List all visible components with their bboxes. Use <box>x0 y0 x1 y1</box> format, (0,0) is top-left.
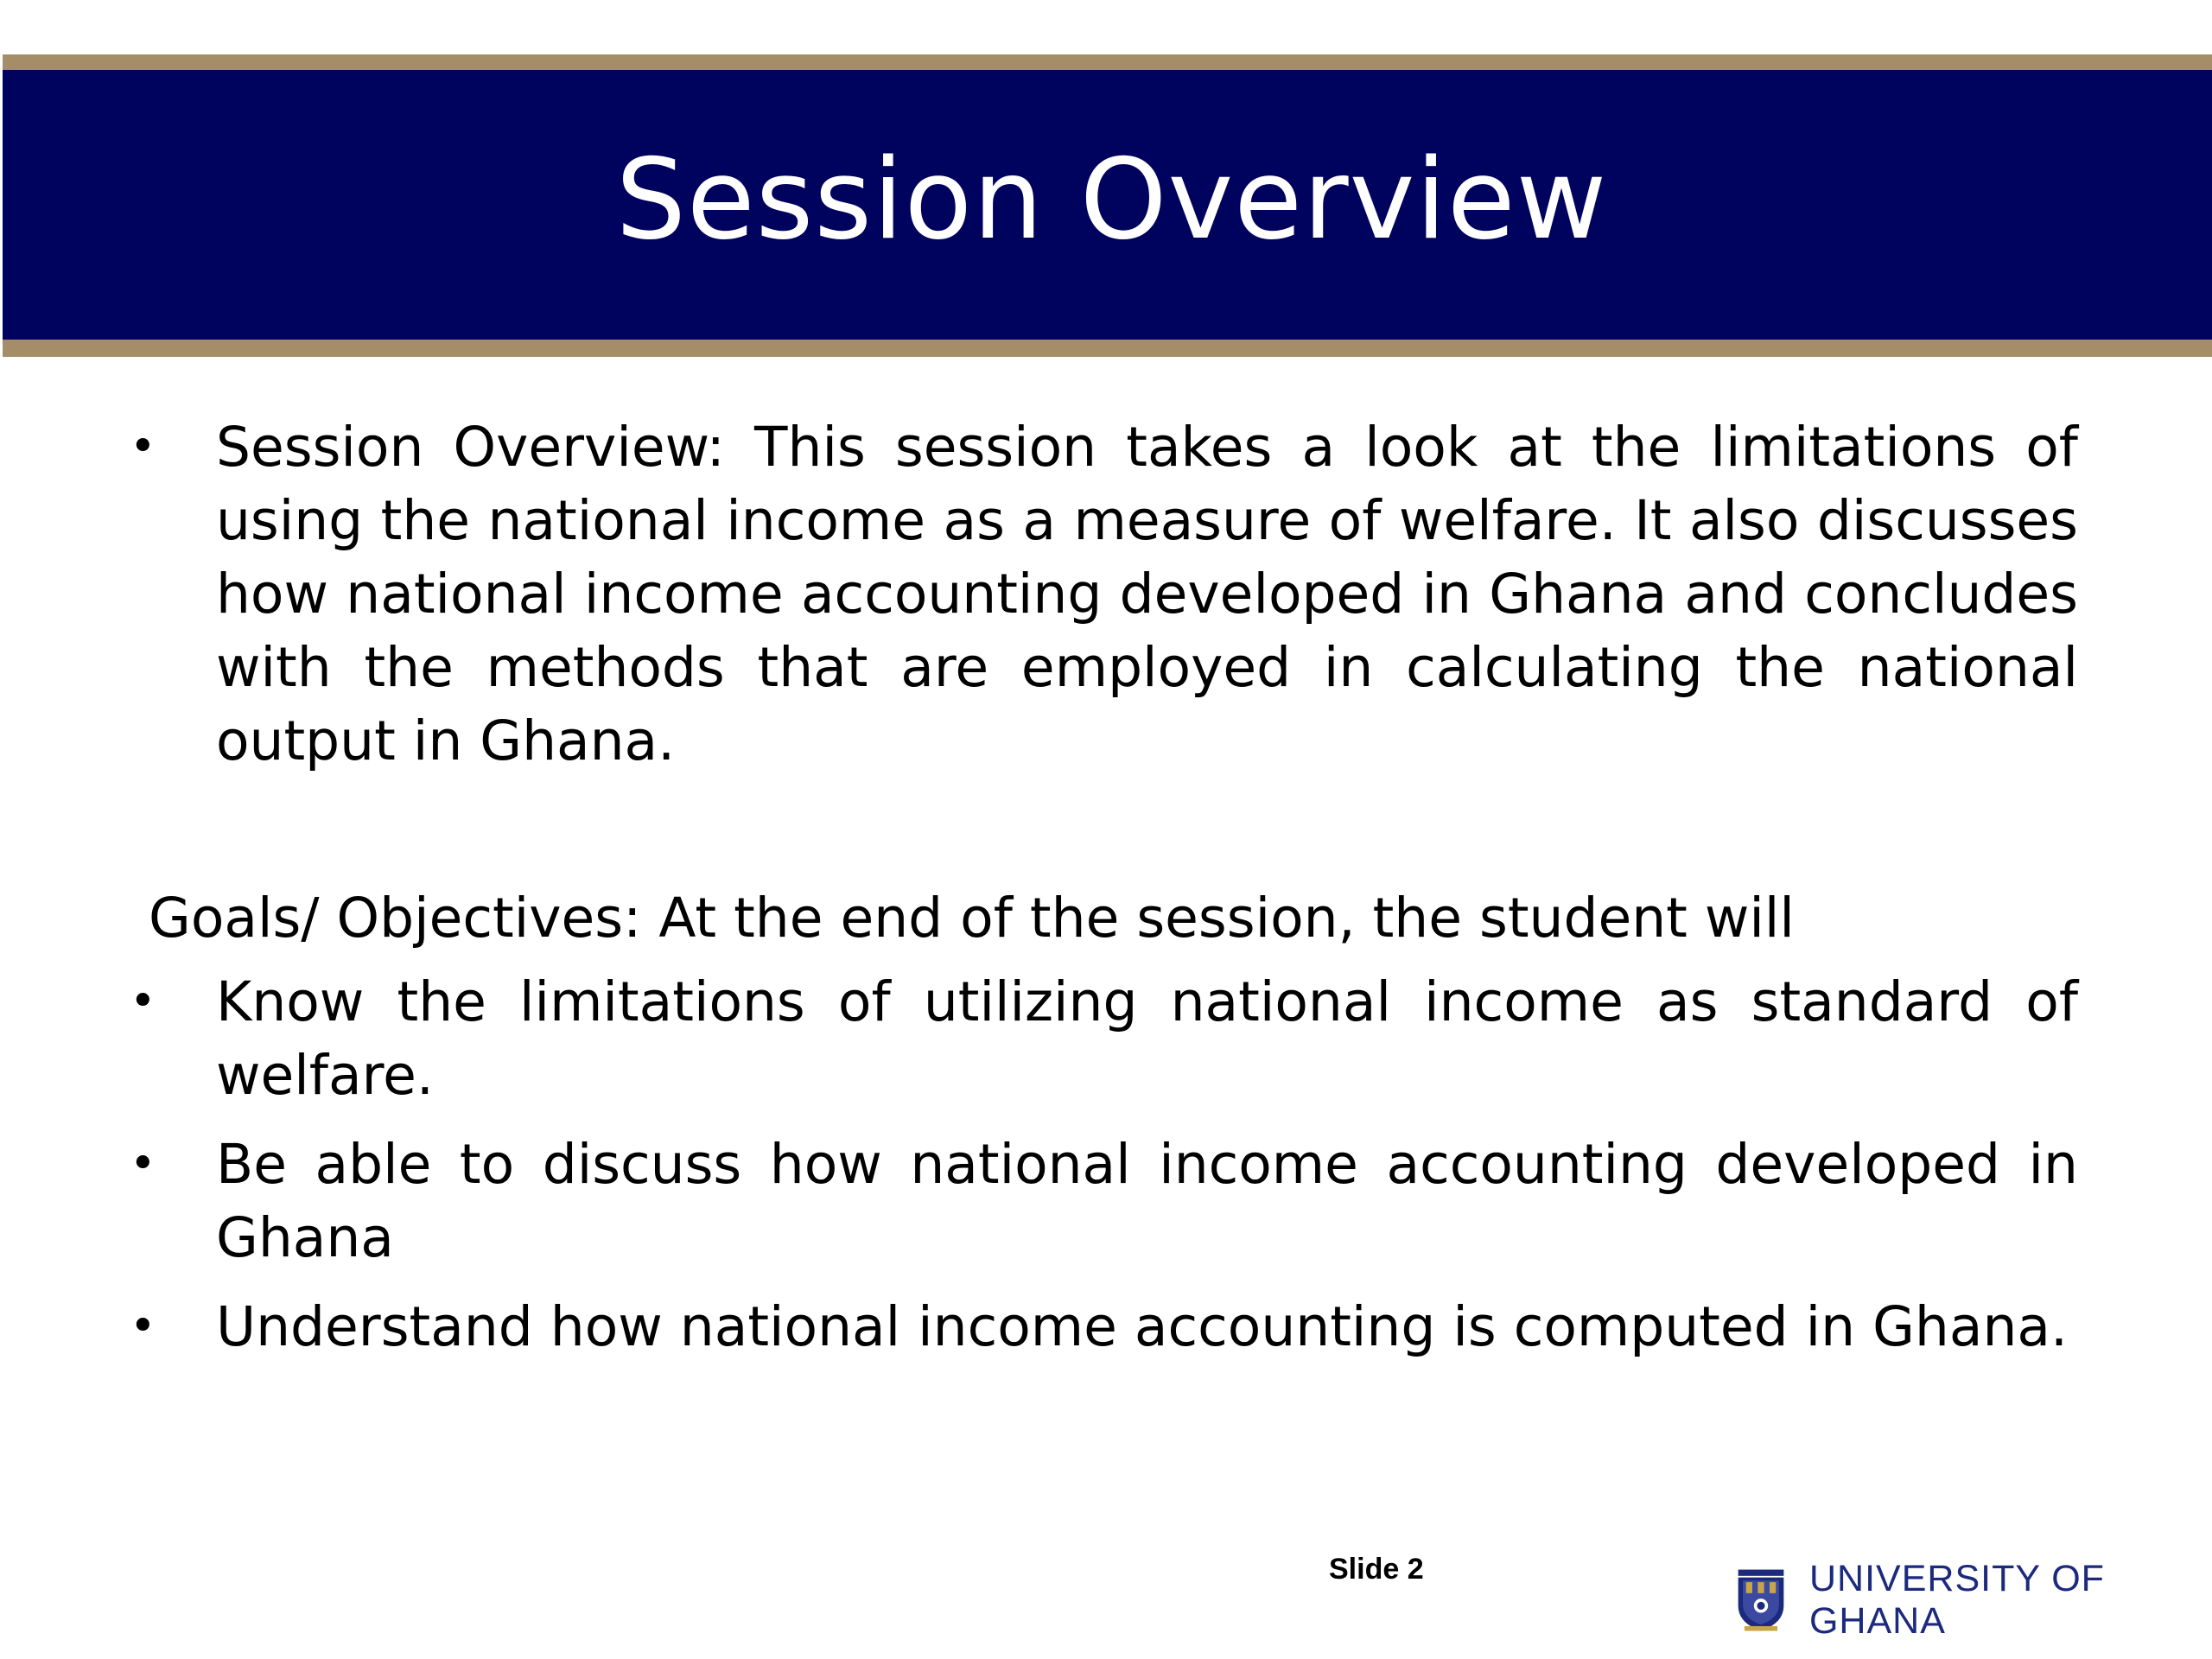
title-band <box>3 54 2212 357</box>
slide-title: Session Overview <box>615 136 1608 264</box>
objective-item <box>130 1290 2078 1363</box>
university-name: UNIVERSITY OF GHANA <box>1808 1558 2105 1642</box>
overview-text: Session Overview: This session takes a look at the limitations of using the national income as a measure of welfare. It also discusses how national income accounting developed in Ghana and concludes with the methods that are employed in calculating the national output in Ghana. <box>216 416 2078 772</box>
objective-item <box>130 1128 2078 1274</box>
title-bar <box>3 70 2212 340</box>
university-crest-icon <box>1735 1565 1787 1636</box>
objective-text: Know the limitations of utilizing national income as standard of welfare. <box>216 970 2078 1107</box>
bullet-dot: • <box>130 421 156 473</box>
university-logo <box>1735 1558 2212 1643</box>
objective-item <box>130 965 2078 1112</box>
slide-number: Slide 2 <box>1329 1553 1424 1586</box>
bullet-dot: • <box>130 1300 156 1352</box>
slide-content <box>130 410 2078 1379</box>
overview-bullet <box>130 410 2078 778</box>
bullet-dot: • <box>130 976 156 1027</box>
objective-text: Be able to discuss how national income accounting developed in Ghana <box>216 1133 2078 1269</box>
goals-heading: Goals/ Objectives: At the end of the session, the student will <box>149 887 1795 950</box>
bullet-dot: • <box>130 1138 156 1190</box>
objective-text: Understand how national income accounting is computed in Ghana. <box>216 1295 2069 1358</box>
